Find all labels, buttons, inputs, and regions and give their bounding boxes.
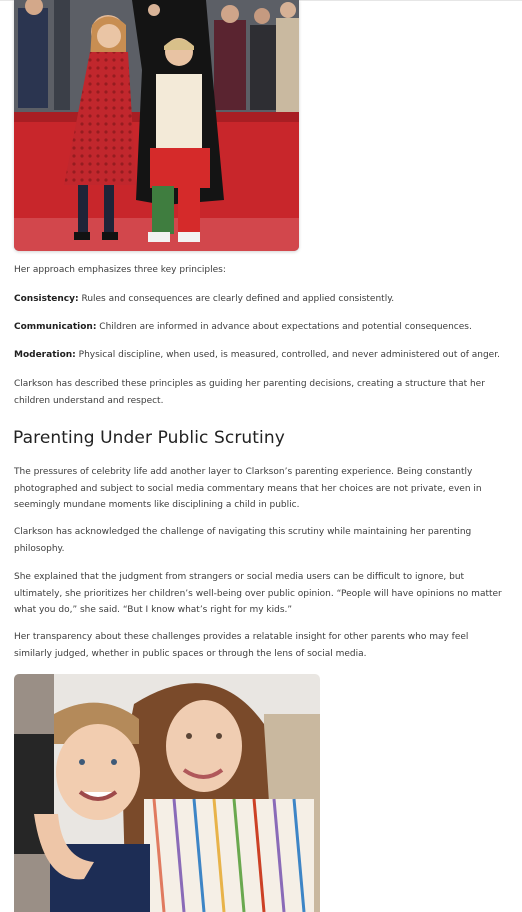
body-paragraph: Her transparency about these challenges provides a relatable insight for other parents who may feel similarly judged, whether in public spaces or through the lens of social media. [14,632,469,659]
principle-consistency [14,291,510,308]
principle-term: Consistency: [14,294,79,304]
section-heading: Parenting Under Public Scrutiny [13,428,285,448]
principle-term: Moderation: [14,350,76,360]
principle-text: Children are informed in advance about expectations and potential consequences. [96,322,472,332]
body-paragraph: Clarkson has acknowledged the challenge of navigating this scrutiny while maintaining her parenting philosophy. [14,527,472,554]
intro-paragraph: Her approach emphasizes three key principles: [14,265,226,275]
article-photo-children [14,674,320,912]
principle-text: Rules and consequences are clearly defined and applied consistently. [78,294,395,304]
body-paragraph: The pressures of celebrity life add another layer to Clarkson’s parenting experience. Being constantly photographed and subject to social media commentary means that her choices are not private, even in seemingly mundane moments like disciplining a child in public. [14,467,482,510]
summary-paragraph: Clarkson has described these principles as guiding her parenting decisions, creating a structure that her children understand and respect. [14,379,485,406]
principle-moderation [14,347,510,364]
principle-term: Communication: [14,322,97,332]
body-paragraph: She explained that the judgment from strangers or social media users can be difficult to ignore, but ultimately, she prioritizes her children’s well-being over public opinion. “People will have opinions no matter what you do,” she said. “But I know what’s right for my kids.” [14,572,502,615]
principle-communication [14,319,510,336]
principle-text: Physical discipline, when used, is measured, controlled, and never administered out of anger. [75,350,500,360]
article-photo-red-carpet [14,0,299,251]
